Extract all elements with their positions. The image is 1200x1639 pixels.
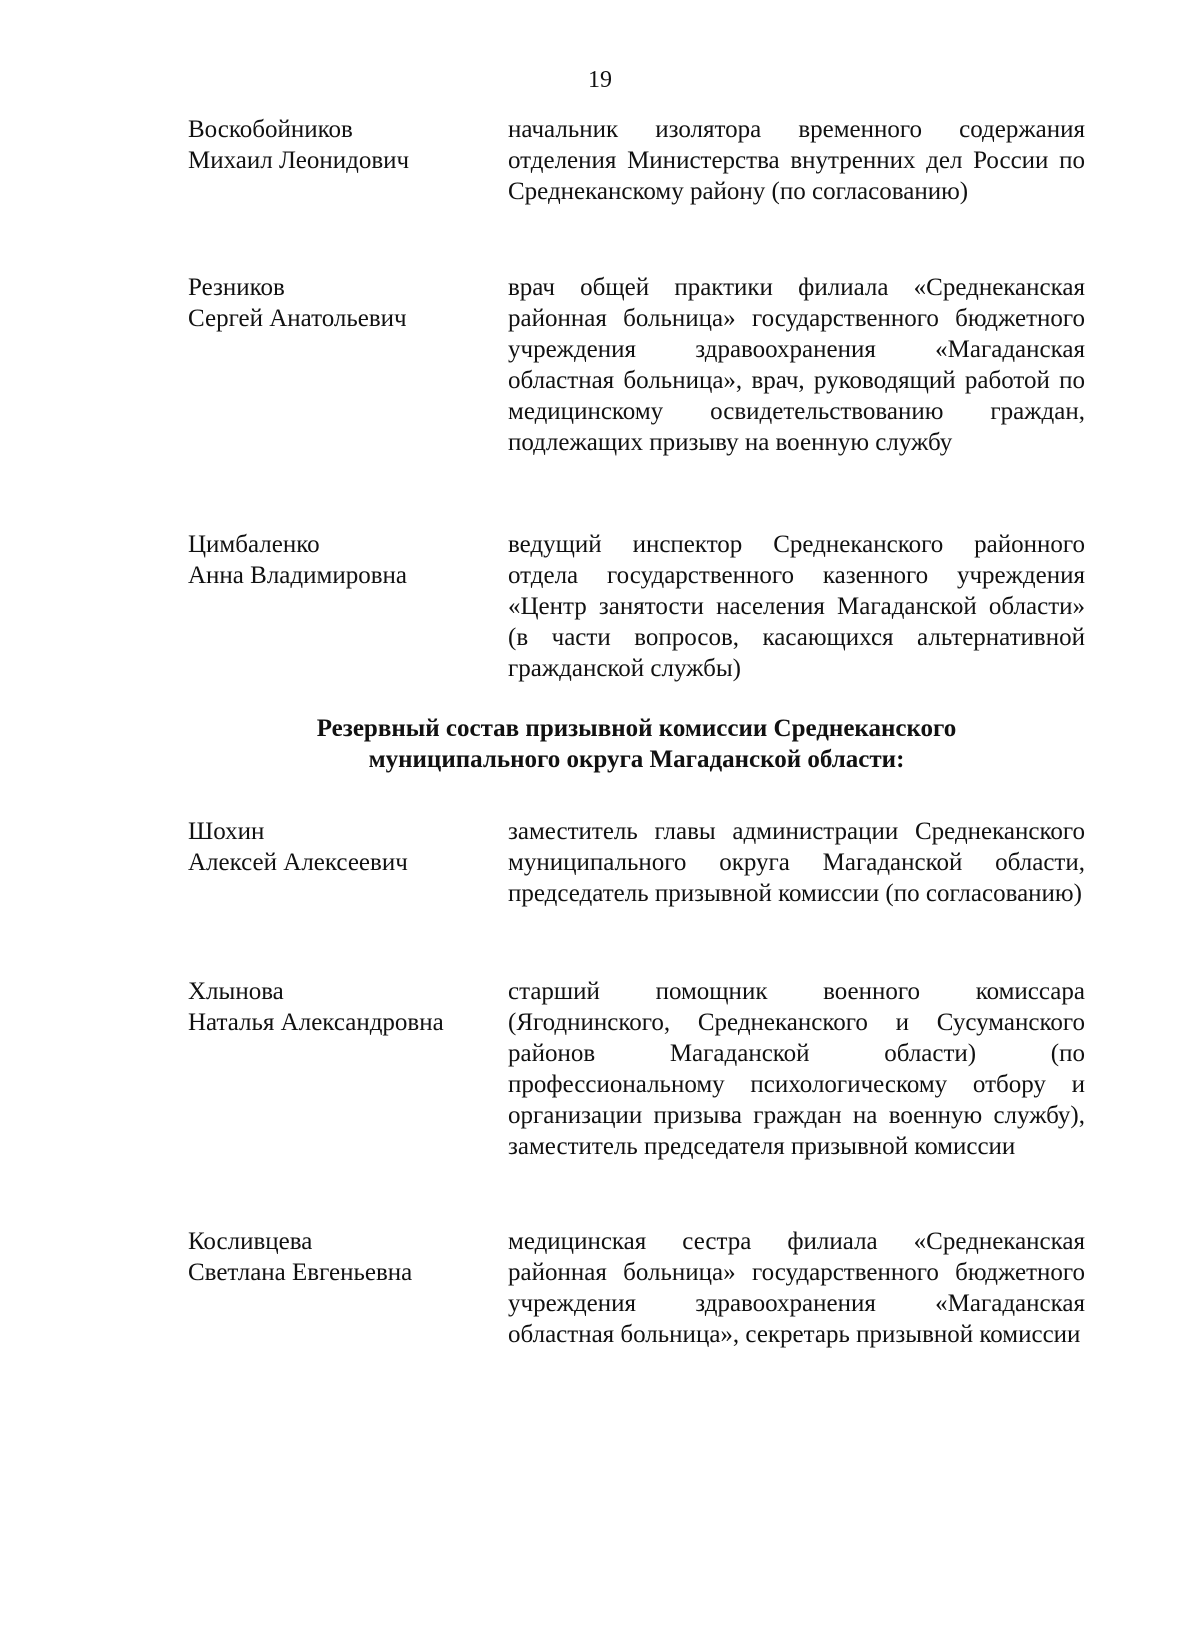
member-name	[188, 114, 508, 207]
member-role: старший помощник военного комиссара (Ягоднинского, Среднеканского и Сусуманского районов Магаданской области) (по профессиональному психологическому отбору и организации призыва граждан на военную службу), заместитель председателя призывной комиссии	[508, 978, 1085, 1160]
member-entry	[188, 114, 1085, 207]
member-surname: Резников	[188, 274, 285, 301]
member-surname: Цимбаленко	[188, 531, 320, 558]
member-role: начальник изолятора временного содержания отделения Министерства внутренних дел России по Среднеканскому району (по согласованию)	[508, 116, 1085, 205]
member-given-names: Сергей Анатольевич	[188, 305, 407, 332]
member-surname: Шохин	[188, 818, 265, 845]
member-role: медицинская сестра филиала «Среднеканская районная больница» государственного бюджетного учреждения здравоохранения «Магаданская областная больница», секретарь призывной комиссии	[508, 1228, 1085, 1348]
member-given-names: Михаил Леонидович	[188, 147, 410, 174]
member-surname: Косливцева	[188, 1228, 313, 1255]
heading-line: Резервный состав призывной комиссии Среднеканского	[316, 715, 957, 742]
member-surname: Хлынова	[188, 978, 284, 1005]
member-entry	[188, 976, 1085, 1162]
member-given-names: Светлана Евгеньевна	[188, 1259, 413, 1286]
member-name	[188, 976, 508, 1162]
reserve-section-heading	[188, 713, 1085, 775]
member-name	[188, 816, 508, 909]
member-entry	[188, 529, 1085, 684]
member-entry	[188, 816, 1085, 909]
member-given-names: Анна Владимировна	[188, 562, 407, 589]
member-role: заместитель главы администрации Среднеканского муниципального округа Магаданской области, председатель призывной комиссии (по согласованию)	[508, 818, 1085, 907]
page-number: 19	[588, 67, 612, 93]
heading-line: муниципального округа Магаданской области:	[368, 746, 905, 773]
member-name	[188, 529, 508, 684]
member-name	[188, 272, 508, 458]
member-given-names: Алексей Алексеевич	[188, 849, 408, 876]
member-role: врач общей практики филиала «Среднеканская районная больница» государственного бюджетного учреждения здравоохранения «Магаданская областная больница», врач, руководящий работой по медицинскому освидетельствованию граждан, подлежащих призыву на военную службу	[508, 274, 1085, 456]
member-given-names: Наталья Александровна	[188, 1009, 444, 1036]
member-surname: Воскобойников	[188, 116, 353, 143]
member-entry	[188, 272, 1085, 458]
member-entry	[188, 1226, 1085, 1350]
member-name	[188, 1226, 508, 1350]
member-role: ведущий инспектор Среднеканского районного отдела государственного казенного учреждения «Центр занятости населения Магаданской области» (в части вопросов, касающихся альтернативной гражданской службы)	[508, 531, 1085, 682]
